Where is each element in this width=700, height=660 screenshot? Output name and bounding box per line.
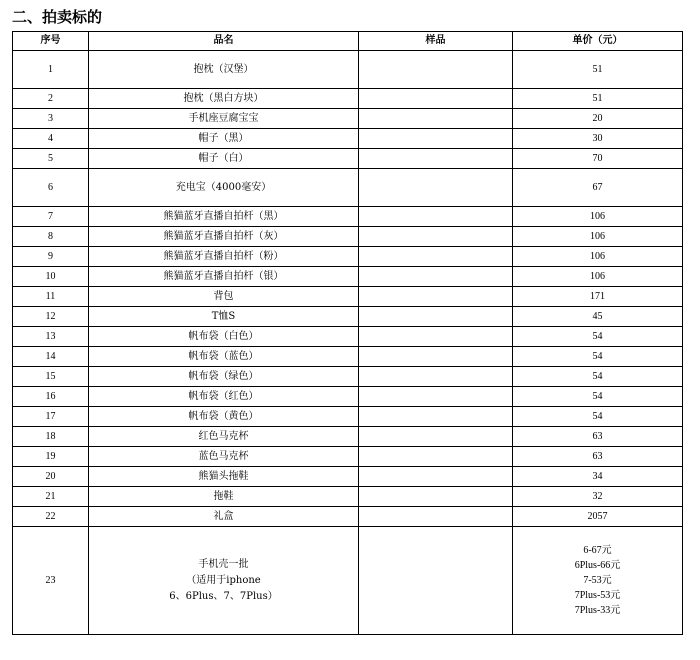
cell-no: 23: [13, 527, 89, 635]
cell-sample: [359, 129, 513, 149]
table-row: [13, 267, 683, 287]
name-line: 手机壳一批: [198, 558, 249, 570]
cell-no: 7: [13, 207, 89, 227]
table-row: [13, 129, 683, 149]
cell-sample: [359, 527, 513, 635]
table-row: [13, 347, 683, 367]
cell-no: 12: [13, 307, 89, 327]
cell-no: 17: [13, 407, 89, 427]
cell-price: 32: [513, 487, 683, 507]
cell-price: 30: [513, 129, 683, 149]
cell-name: 帆布袋（红色）: [89, 387, 359, 407]
header-sample: 样品: [359, 32, 513, 51]
cell-no: 6: [13, 169, 89, 207]
price-line: 7Plus-33元: [574, 604, 621, 616]
cell-no: 15: [13, 367, 89, 387]
cell-price: 106: [513, 227, 683, 247]
cell-name: 蓝色马克杯: [89, 447, 359, 467]
cell-sample: [359, 407, 513, 427]
header-no: 序号: [13, 32, 89, 51]
table-row: [13, 109, 683, 129]
cell-sample: [359, 247, 513, 267]
table-row: [13, 51, 683, 89]
cell-price: 171: [513, 287, 683, 307]
cell-name: 帽子（黑）: [89, 129, 359, 149]
price-line: 7Plus-53元: [574, 589, 621, 601]
cell-name: 帆布袋（白色）: [89, 327, 359, 347]
cell-no: 9: [13, 247, 89, 267]
cell-sample: [359, 467, 513, 487]
price-line: 7-53元: [583, 574, 612, 586]
header-price: 单价（元）: [513, 32, 683, 51]
cell-sample: [359, 447, 513, 467]
cell-no: 4: [13, 129, 89, 149]
table-row: [13, 149, 683, 169]
cell-price: 51: [513, 89, 683, 109]
cell-sample: [359, 347, 513, 367]
cell-name: 充电宝（4000毫安）: [89, 169, 359, 207]
cell-sample: [359, 287, 513, 307]
cell-sample: [359, 367, 513, 387]
cell-price: 70: [513, 149, 683, 169]
cell-price: 106: [513, 247, 683, 267]
cell-no: 21: [13, 487, 89, 507]
cell-sample: [359, 207, 513, 227]
cell-price: 63: [513, 427, 683, 447]
cell-no: 14: [13, 347, 89, 367]
cell-no: 18: [13, 427, 89, 447]
cell-name: 熊猫头拖鞋: [89, 467, 359, 487]
cell-no: 2: [13, 89, 89, 109]
cell-price: 54: [513, 387, 683, 407]
cell-no: 20: [13, 467, 89, 487]
table-row: [13, 487, 683, 507]
name-line: （适用于iphone: [186, 574, 261, 586]
name-line: 6、6Plus、7、7Plus）: [169, 590, 278, 602]
table-row: [13, 527, 683, 635]
cell-price: 63: [513, 447, 683, 467]
cell-name: 抱枕（黑白方块）: [89, 89, 359, 109]
cell-price: 106: [513, 207, 683, 227]
cell-price: 67: [513, 169, 683, 207]
cell-sample: [359, 169, 513, 207]
cell-sample: [359, 267, 513, 287]
cell-sample: [359, 387, 513, 407]
cell-sample: [359, 327, 513, 347]
cell-name: 礼盒: [89, 507, 359, 527]
cell-price: 20: [513, 109, 683, 129]
table-row: [13, 227, 683, 247]
cell-name: [89, 527, 359, 635]
cell-price: [513, 527, 683, 635]
cell-name: 熊猫蓝牙直播自拍杆（银）: [89, 267, 359, 287]
table-row: [13, 427, 683, 447]
cell-no: 22: [13, 507, 89, 527]
table-header-row: [13, 32, 683, 51]
section-title: 二、拍卖标的: [12, 8, 103, 26]
price-line: 6Plus-66元: [574, 559, 621, 571]
cell-price: 45: [513, 307, 683, 327]
cell-no: 8: [13, 227, 89, 247]
table-row: [13, 507, 683, 527]
table-row: [13, 407, 683, 427]
cell-name: 帆布袋（绿色）: [89, 367, 359, 387]
cell-sample: [359, 109, 513, 129]
cell-price: 54: [513, 327, 683, 347]
cell-sample: [359, 487, 513, 507]
cell-price: 106: [513, 267, 683, 287]
cell-no: 19: [13, 447, 89, 467]
table-row: [13, 447, 683, 467]
table-row: [13, 89, 683, 109]
cell-name: 红色马克杯: [89, 427, 359, 447]
cell-price: 51: [513, 51, 683, 89]
cell-no: 10: [13, 267, 89, 287]
cell-no: 3: [13, 109, 89, 129]
cell-name: 熊猫蓝牙直播自拍杆（黑）: [89, 207, 359, 227]
cell-name: 熊猫蓝牙直播自拍杆（粉）: [89, 247, 359, 267]
header-name: 品名: [89, 32, 359, 51]
cell-no: 11: [13, 287, 89, 307]
table-row: [13, 207, 683, 227]
table-row: [13, 247, 683, 267]
auction-items-table: [12, 31, 683, 635]
cell-name: 熊猫蓝牙直播自拍杆（灰）: [89, 227, 359, 247]
cell-sample: [359, 149, 513, 169]
cell-name: 帆布袋（蓝色）: [89, 347, 359, 367]
cell-sample: [359, 51, 513, 89]
cell-name: 手机座豆腐宝宝: [89, 109, 359, 129]
cell-name: T恤S: [89, 307, 359, 327]
cell-price: 54: [513, 367, 683, 387]
cell-name: 帆布袋（黄色）: [89, 407, 359, 427]
cell-name: 抱枕（汉堡）: [89, 51, 359, 89]
cell-price: 54: [513, 347, 683, 367]
table-row: [13, 287, 683, 307]
cell-name: 帽子（白）: [89, 149, 359, 169]
cell-name: 背包: [89, 287, 359, 307]
table-row: [13, 467, 683, 487]
cell-no: 13: [13, 327, 89, 347]
cell-name: 拖鞋: [89, 487, 359, 507]
cell-sample: [359, 427, 513, 447]
cell-price: 2057: [513, 507, 683, 527]
cell-no: 5: [13, 149, 89, 169]
cell-price: 34: [513, 467, 683, 487]
table-row: [13, 387, 683, 407]
table-row: [13, 169, 683, 207]
cell-sample: [359, 89, 513, 109]
table-row: [13, 367, 683, 387]
cell-sample: [359, 507, 513, 527]
cell-sample: [359, 227, 513, 247]
cell-price: 54: [513, 407, 683, 427]
cell-no: 16: [13, 387, 89, 407]
cell-sample: [359, 307, 513, 327]
price-line: 6-67元: [583, 544, 612, 556]
table-row: [13, 307, 683, 327]
cell-no: 1: [13, 51, 89, 89]
table-row: [13, 327, 683, 347]
